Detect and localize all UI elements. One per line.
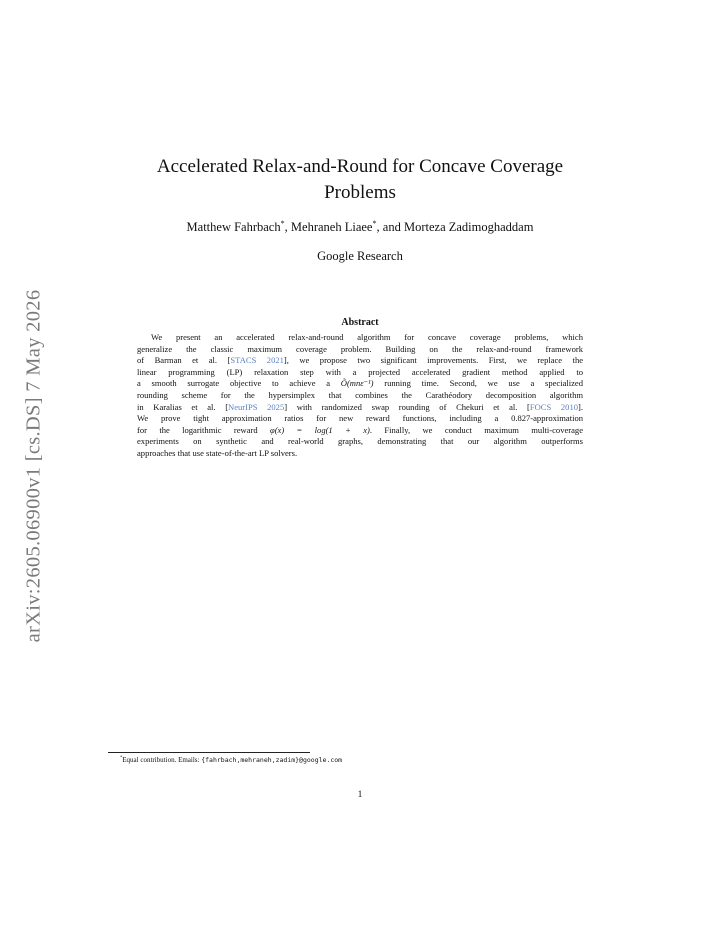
arxiv-watermark: arXiv:2605.06900v1 [cs.DS] 7 May 2026	[22, 289, 45, 643]
abstract-line: We prove tight approximation ratios for new reward functions, including a 0.827-approximation	[137, 413, 583, 424]
affiliation: Google Research	[317, 249, 403, 263]
author-name: Matthew Fahrbach	[186, 220, 281, 234]
paper-title: Accelerated Relax-and-Round for Concave Coverage Problems	[156, 156, 564, 203]
equal-contribution-mark: *	[372, 218, 377, 228]
abstract-text: a smooth surrogate objective to achieve a	[137, 378, 341, 389]
abstract-body	[137, 332, 583, 460]
citation-link[interactable]: FOCS 2010	[529, 401, 578, 412]
abstract-heading: Abstract	[341, 317, 379, 328]
author-name: Mehraneh Liaee	[290, 220, 373, 234]
equal-contribution-mark: *	[280, 218, 285, 228]
math-expression: φ(x) = log(1 + x)	[269, 424, 370, 435]
abstract-line	[137, 402, 583, 414]
abstract-line: approaches that use state-of-the-art LP solvers.	[137, 447, 298, 458]
abstract-line	[137, 378, 583, 390]
abstract-text: for the logarithmic reward	[137, 424, 270, 435]
abstract-text: of Barman et al. [	[137, 355, 231, 366]
math-expression: Õ(mnε⁻¹)	[340, 378, 374, 389]
abstract-line: generalize the classic maximum coverage problem. Building on the relax-and-round framework	[137, 343, 583, 354]
abstract-text: running time. Second, we use a specialized	[373, 378, 583, 389]
footnote-emails: {fahrbach,mehraneh,zadim}@google.com	[201, 756, 343, 764]
footnote-text: Equal contribution. Emails:	[122, 756, 202, 764]
abstract-text: ] with randomized swap rounding of Chekuri et al. [	[284, 401, 530, 412]
footnote-rule	[108, 752, 310, 753]
footnote-mark: *	[120, 754, 123, 760]
abstract-line	[137, 425, 583, 437]
abstract-text: . Finally, we conduct maximum multi-coverage	[369, 424, 583, 435]
author-name: Morteza Zadimoghaddam	[403, 220, 534, 234]
page-number: 1	[357, 790, 363, 800]
abstract-text: in Karalias et al. [	[137, 401, 229, 412]
abstract-line: linear programming (LP) relaxation step with a projected accelerated gradient method applied to	[137, 366, 583, 377]
abstract-text: ], we propose two significant improvements. First, we replace the	[283, 355, 584, 366]
author-list: Matthew Fahrbach*, Mehraneh Liaee*, and Morteza Zadimoghaddam	[186, 218, 534, 234]
abstract-text: ].	[578, 401, 583, 412]
footnote	[120, 756, 342, 764]
abstract-line	[137, 355, 583, 367]
abstract-line: experiments on synthetic and real-world graphs, demonstrating that our algorithm outperforms	[137, 436, 583, 447]
citation-link[interactable]: NeurIPS 2025	[228, 401, 285, 412]
citation-link[interactable]: STACS 2021	[230, 355, 284, 366]
author-separator: , and	[376, 220, 404, 234]
abstract-line: rounding scheme for the hypersimplex that combines the Carathéodory decomposition algorithm	[137, 389, 583, 400]
abstract-line: We present an accelerated relax-and-round algorithm for concave coverage problems, which	[151, 332, 583, 342]
